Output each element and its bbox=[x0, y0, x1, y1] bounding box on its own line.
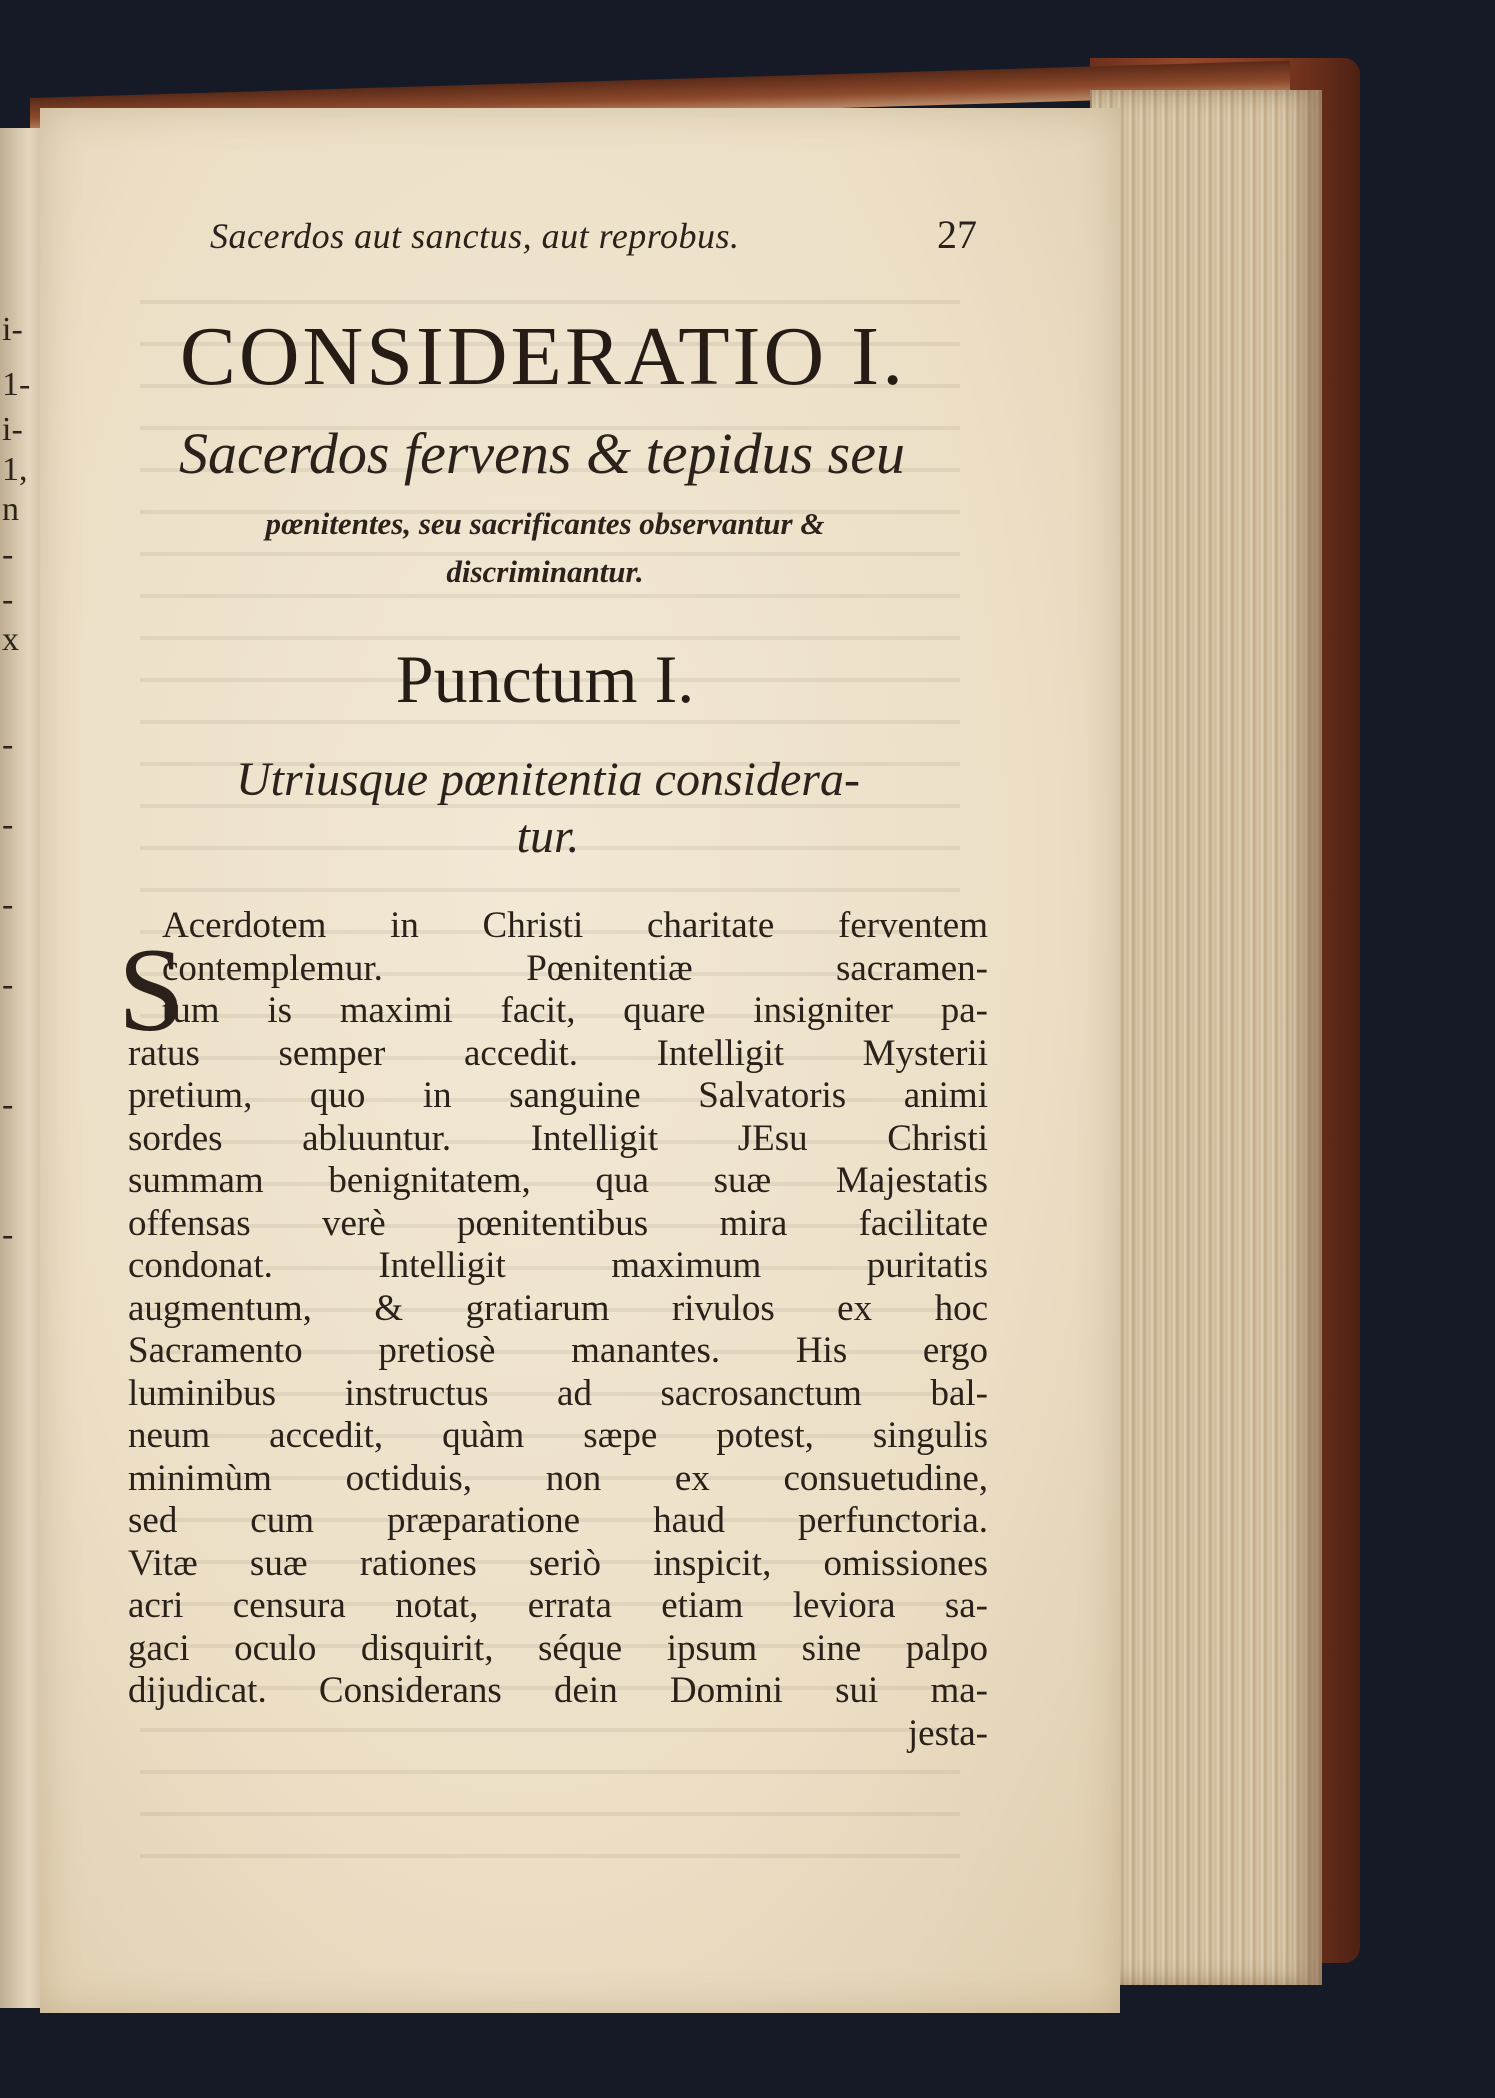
left-margin-fragment: - bbox=[2, 966, 14, 1003]
body-line: augmentum, & gratiarum rivulos ex hoc bbox=[128, 1287, 988, 1329]
body-line: contemplemur. Pœnitentiæ sacramen- bbox=[162, 947, 988, 989]
left-margin-fragment: - bbox=[2, 806, 14, 843]
body-line: sed cum præparatione haud perfunctoria. bbox=[128, 1500, 988, 1541]
running-head bbox=[165, 212, 995, 270]
body-line: ratus semper accedit. Intelligit Mysterii bbox=[128, 1032, 988, 1074]
body-line: acri censura notat, errata etiam leviora sa- bbox=[128, 1585, 988, 1626]
body-line: pretium, quo in sanguine Salvatoris animi bbox=[128, 1075, 988, 1116]
body-line: Sacramento pretiosè manantes. His ergo bbox=[128, 1330, 988, 1371]
left-margin-fragment: - bbox=[2, 726, 14, 763]
body-line: tum is maximi facit, quare insigniter pa- bbox=[162, 990, 988, 1031]
left-margin-fragment: - bbox=[2, 581, 14, 618]
consideratio-subtitle-continued bbox=[120, 500, 970, 596]
catchword: jesta- bbox=[907, 1712, 988, 1754]
left-margin-fragment: - bbox=[2, 1086, 14, 1123]
body-line: luminibus instructus ad sacrosanctum bal- bbox=[128, 1372, 988, 1414]
left-page-edge bbox=[0, 128, 44, 2008]
left-margin-fragment: 1, bbox=[2, 451, 28, 488]
page-block-edge bbox=[1090, 90, 1322, 1985]
left-margin-fragment: - bbox=[2, 886, 14, 923]
body-line: sordes abluuntur. Intelligit JEsu Christi bbox=[128, 1117, 988, 1159]
punctum-heading: Punctum I. bbox=[395, 641, 695, 717]
body-line: condonat. Intelligit maximum puritatis bbox=[128, 1245, 988, 1286]
body-line: dijudicat. Considerans dein Domini sui ma- bbox=[128, 1670, 988, 1711]
left-margin-fragment: - bbox=[2, 1216, 14, 1253]
consideratio-heading: CONSIDERATIO I. bbox=[179, 310, 907, 403]
running-title: Sacerdos aut sanctus, aut reprobus. bbox=[210, 216, 740, 256]
body-paragraph bbox=[128, 905, 988, 1755]
left-margin-fragment: - bbox=[2, 536, 14, 573]
consideratio-subtitle: Sacerdos fervens & tepidus seu bbox=[179, 421, 905, 486]
body-line: minimùm octiduis, non ex consuetudine, bbox=[128, 1457, 988, 1499]
body-line: offensas verè pœnitentibus mira facilitate bbox=[128, 1202, 988, 1244]
body-line: gaci oculo disquirit, séque ipsum sine palpo bbox=[128, 1627, 988, 1669]
left-margin-fragment: i- bbox=[2, 411, 23, 448]
subtitle-line: discriminantur. bbox=[446, 554, 644, 590]
subtitle-line: pœnitentes, seu sacrificantes observantur & bbox=[265, 506, 825, 541]
body-line: summam benignitatem, qua suæ Majestatis bbox=[128, 1160, 988, 1201]
summary-line: tur. bbox=[516, 809, 580, 863]
left-margin-fragment: x bbox=[2, 621, 19, 658]
left-margin-fragment: n bbox=[2, 491, 19, 528]
summary-line: Utriusque pœnitentia considera- bbox=[236, 753, 860, 806]
left-margin-fragment: 1- bbox=[2, 366, 31, 403]
body-line: Acerdotem in Christi charitate ferventem bbox=[162, 905, 988, 946]
body-line: neum accedit, quàm sæpe potest, singulis bbox=[128, 1415, 988, 1456]
page-number: 27 bbox=[937, 212, 977, 257]
left-margin-fragment: i- bbox=[2, 311, 23, 348]
drop-cap: S bbox=[118, 923, 185, 1056]
body-line: Vitæ suæ rationes seriò inspicit, omissiones bbox=[128, 1542, 988, 1584]
punctum-summary bbox=[118, 752, 978, 865]
